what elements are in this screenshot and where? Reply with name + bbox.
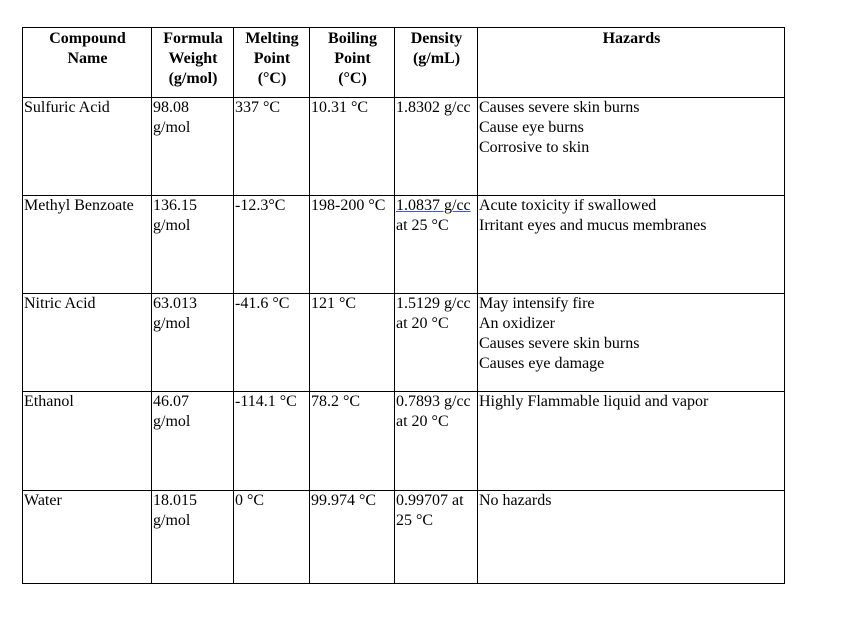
cell-text: 0.7893 g/cc	[396, 393, 471, 410]
cell-text: Water	[24, 492, 62, 509]
header-text: (°C)	[338, 70, 367, 87]
cell-text: 136.15	[153, 197, 197, 214]
header-text: Density	[410, 30, 463, 47]
cell-text: g/mol	[153, 512, 191, 529]
hazards-cell	[478, 392, 785, 491]
formula-weight-cell	[152, 491, 234, 584]
hazards-cell	[478, 196, 785, 294]
hazard-text: Causes severe skin burns	[479, 99, 640, 116]
header-text: Name	[67, 50, 108, 67]
cell-text: 0.99707 at	[396, 492, 464, 509]
cell-text: Ethanol	[24, 393, 74, 410]
header-boiling-point	[310, 28, 395, 98]
hazards-cell	[478, 491, 785, 584]
header-row	[23, 28, 785, 98]
compound-name-cell	[23, 392, 152, 491]
cell-text: g/mol	[153, 413, 191, 430]
hazard-text: Cause eye burns	[479, 119, 584, 136]
cell-text: -41.6 °C	[235, 295, 290, 312]
cell-text: g/mol	[153, 315, 191, 332]
hazard-text: Corrosive to skin	[479, 139, 590, 156]
cell-text: 337 °C	[235, 99, 281, 116]
header-melting-point	[234, 28, 310, 98]
header-text: (°C)	[257, 70, 287, 87]
cell-text: at 20 °C	[396, 315, 449, 332]
density-cell	[395, 392, 478, 491]
cell-text: Nitric Acid	[24, 295, 96, 312]
hazard-text: An oxidizer	[479, 315, 555, 332]
density-cell	[395, 491, 478, 584]
header-text: (g/mol)	[168, 70, 218, 87]
boiling-point-cell	[310, 491, 395, 584]
header-text: Weight	[168, 50, 218, 67]
cell-text: 99.974 °C	[311, 492, 377, 509]
melting-point-cell	[234, 491, 310, 584]
header-formula-weight	[152, 28, 234, 98]
melting-point-cell	[234, 196, 310, 294]
hazard-text: No hazards	[479, 492, 552, 509]
melting-point-cell	[234, 98, 310, 196]
compound-name-cell	[23, 196, 152, 294]
header-text: Hazards	[602, 30, 661, 47]
hazards-cell	[478, 98, 785, 196]
cell-text: 1.8302 g/cc	[396, 99, 471, 116]
hazard-text: May intensify fire	[479, 295, 595, 312]
hazard-text: Causes severe skin burns	[479, 335, 640, 352]
table-row	[23, 491, 785, 584]
header-text: Point	[334, 50, 371, 67]
compound-name-cell	[23, 294, 152, 392]
cell-text: at 25 °C	[396, 217, 449, 234]
hazards-cell	[478, 294, 785, 392]
table-row	[23, 392, 785, 491]
table-row	[23, 196, 785, 294]
cell-text: -114.1 °C	[235, 393, 297, 410]
table-row	[23, 98, 785, 196]
cell-text: -12.3°C	[235, 197, 286, 214]
cell-text: g/mol	[153, 119, 191, 136]
properties-table	[22, 27, 785, 584]
cell-text: Sulfuric Acid	[24, 99, 110, 116]
table-row	[23, 294, 785, 392]
density-cell	[395, 294, 478, 392]
cell-text: 1.5129 g/cc	[396, 295, 471, 312]
density-cell	[395, 196, 478, 294]
hazard-text: Acute toxicity if swallowed	[479, 197, 657, 214]
header-text: Boiling	[328, 30, 377, 47]
cell-text: g/mol	[153, 217, 191, 234]
boiling-point-cell	[310, 196, 395, 294]
melting-point-cell	[234, 392, 310, 491]
formula-weight-cell	[152, 196, 234, 294]
header-density	[395, 28, 478, 98]
boiling-point-cell	[310, 294, 395, 392]
hazard-text: Highly Flammable liquid and vapor	[479, 393, 709, 410]
cell-text: 198-200 °C	[311, 197, 386, 214]
boiling-point-cell	[310, 392, 395, 491]
cell-text: 1.0837 g/cc	[396, 197, 471, 214]
density-cell	[395, 98, 478, 196]
cell-text: 46.07	[153, 393, 189, 410]
formula-weight-cell	[152, 294, 234, 392]
hazard-text: Causes eye damage	[479, 355, 605, 372]
cell-text: 25 °C	[396, 512, 434, 529]
cell-text: 121 °C	[311, 295, 357, 312]
cell-text: 78.2 °C	[311, 393, 361, 410]
hazard-text: Irritant eyes and mucus membranes	[479, 217, 707, 234]
header-text: Compound	[49, 30, 126, 47]
cell-text: 10.31 °C	[311, 99, 369, 116]
cell-text: at 20 °C	[396, 413, 449, 430]
header-text: Point	[253, 50, 291, 67]
header-compound-name	[23, 28, 152, 98]
header-text: (g/mL)	[412, 50, 461, 67]
header-hazards	[478, 28, 785, 98]
cell-text: 18.015	[153, 492, 197, 509]
header-text: Melting	[245, 30, 299, 47]
formula-weight-cell	[152, 98, 234, 196]
melting-point-cell	[234, 294, 310, 392]
formula-weight-cell	[152, 392, 234, 491]
cell-text: 98.08	[153, 99, 189, 116]
cell-text: 0 °C	[235, 492, 265, 509]
compound-name-cell	[23, 98, 152, 196]
compound-name-cell	[23, 491, 152, 584]
cell-text: 63.013	[153, 295, 197, 312]
boiling-point-cell	[310, 98, 395, 196]
header-text: Formula	[163, 30, 223, 47]
cell-text: Methyl Benzoate	[24, 197, 134, 214]
